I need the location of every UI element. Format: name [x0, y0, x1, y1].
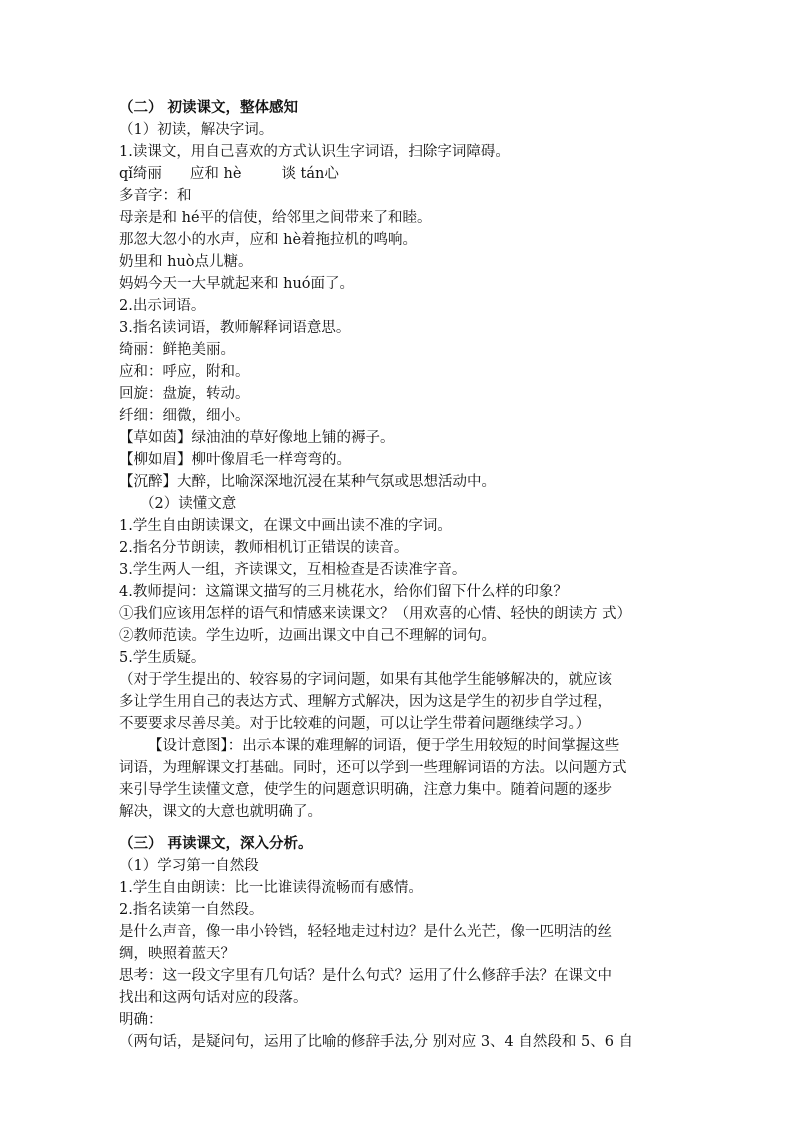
definition-chenzui: 【沉醉】大醉，比喻深深地沉浸在某种气氛或思想活动中。	[119, 474, 496, 490]
section-3-step-1: 1.学生自由朗读：比一比谁读得流畅而有感情。	[119, 880, 423, 896]
definition-qili: 绮丽：鲜艳美丽。	[119, 342, 235, 358]
read-step-4: 4.教师提问：这篇课文描写的三月桃花水，给你们留下什么样的印象？	[119, 584, 568, 600]
design-intent-line-1: 【设计意图】：出示本课的难理解的词语，便于学生用较短的时间掌握这些	[148, 738, 620, 754]
read-step-5: 5.学生质疑。	[119, 650, 206, 666]
step-2-text: 2.出示词语。	[119, 298, 206, 314]
read-step-4a: ①我们应该用怎样的语气和情感来读课文？（用欢喜的心情、轻快的朗读方 式）	[119, 606, 632, 622]
design-intent-line-4: 解决，课文的大意也就明确了。	[119, 804, 322, 820]
design-intent-line-3: 来引导学生读懂文意，使学生的问题意识明确，注意力集中。随着问题的逐步	[119, 782, 612, 798]
polyphone-example-2: 那忽大忽小的水声，应和 hè着拖拉机的鸣响。	[119, 232, 418, 248]
think-line-1: 思考：这一段文字里有几句话？是什么句式？运用了什么修辞手法？在课文中	[119, 968, 612, 984]
read-step-1: 1.学生自由朗读课文，在课文中画出读不准的字词。	[119, 518, 452, 534]
definition-xianxi: 纤细：细微，细小。	[119, 408, 250, 424]
step-1-text: 1.读课文，用自己喜欢的方式认识生字词语，扫除字词障碍。	[119, 144, 510, 160]
polyphone-heading: 多音字：和	[119, 188, 192, 204]
quote-line-1: 是什么声音，像一串小铃铛，轻轻地走过村边？是什么光芒，像一匹明洁的丝	[119, 924, 612, 940]
section-3-step-2: 2.指名读第一自然段。	[119, 902, 264, 918]
polyphone-example-4: 妈妈今天一大早就起来和 huó面了。	[119, 276, 355, 292]
clarify-answer: （两句话，是疑问句，运用了比喻的修辞手法,分 别对应 3、4 自然段和 5、6 自	[119, 1034, 634, 1050]
definition-caoruyin: 【草如茵】绿油油的草好像地上铺的褥子。	[119, 430, 395, 446]
definition-huixuan: 回旋：盘旋，转动。	[119, 386, 250, 402]
definition-liurumei: 【柳如眉】柳叶像眉毛一样弯弯的。	[119, 452, 351, 468]
note-line-2: 多让学生用自己的表达方式、理解方式解决，因为这是学生的初步自学过程，	[119, 694, 612, 710]
pinyin-qili: qǐ绮丽	[119, 166, 162, 182]
think-line-2: 找出和这两句话对应的段落。	[119, 990, 308, 1006]
design-intent-line-2: 词语，为理解课文打基础。同时，还可以学到一些理解词语的方法。以问题方式	[119, 760, 627, 776]
note-line-1: （对于学生提出的、较容易的字词问题，如果有其他学生能够解决的，就应该	[119, 672, 612, 688]
step-3-text: 3.指名读词语，教师解释词语意思。	[119, 320, 351, 336]
pinyin-tanxin: 谈 tán心	[281, 166, 339, 182]
quote-line-2: 绸，映照着蓝天？	[119, 946, 235, 962]
section-3-heading: （三） 再读课文，深入分析。	[119, 835, 313, 852]
subsection-1-heading: （1）初读，解决字词。	[119, 122, 274, 138]
pinyin-yinghe: 应和 hè	[189, 166, 242, 182]
read-step-3: 3.学生两人一组，齐读课文，互相检查是否读准字音。	[119, 562, 467, 578]
read-step-4b: ②教师范读。学生边听，边画出课文中自己不理解的词句。	[119, 628, 496, 644]
note-line-3: 不要要求尽善尽美。对于比较难的问题，可以让学生带着问题继续学习。）	[119, 716, 591, 732]
section-2-heading: （二） 初读课文，整体感知	[119, 99, 299, 116]
polyphone-example-1: 母亲是和 hé平的信使，给邻里之间带来了和睦。	[119, 210, 432, 226]
subsection-2-heading: （2）读懂文意	[140, 496, 237, 512]
definition-yinghe: 应和：呼应，附和。	[119, 364, 250, 380]
polyphone-example-3: 奶里和 huò点儿糖。	[119, 254, 253, 270]
clarify-label: 明确：	[119, 1012, 163, 1028]
read-step-2: 2.指名分节朗读，教师相机订正错误的读音。	[119, 540, 409, 556]
pinyin-line	[119, 163, 339, 185]
section-3-subheading: （1）学习第一自然段	[119, 858, 259, 874]
